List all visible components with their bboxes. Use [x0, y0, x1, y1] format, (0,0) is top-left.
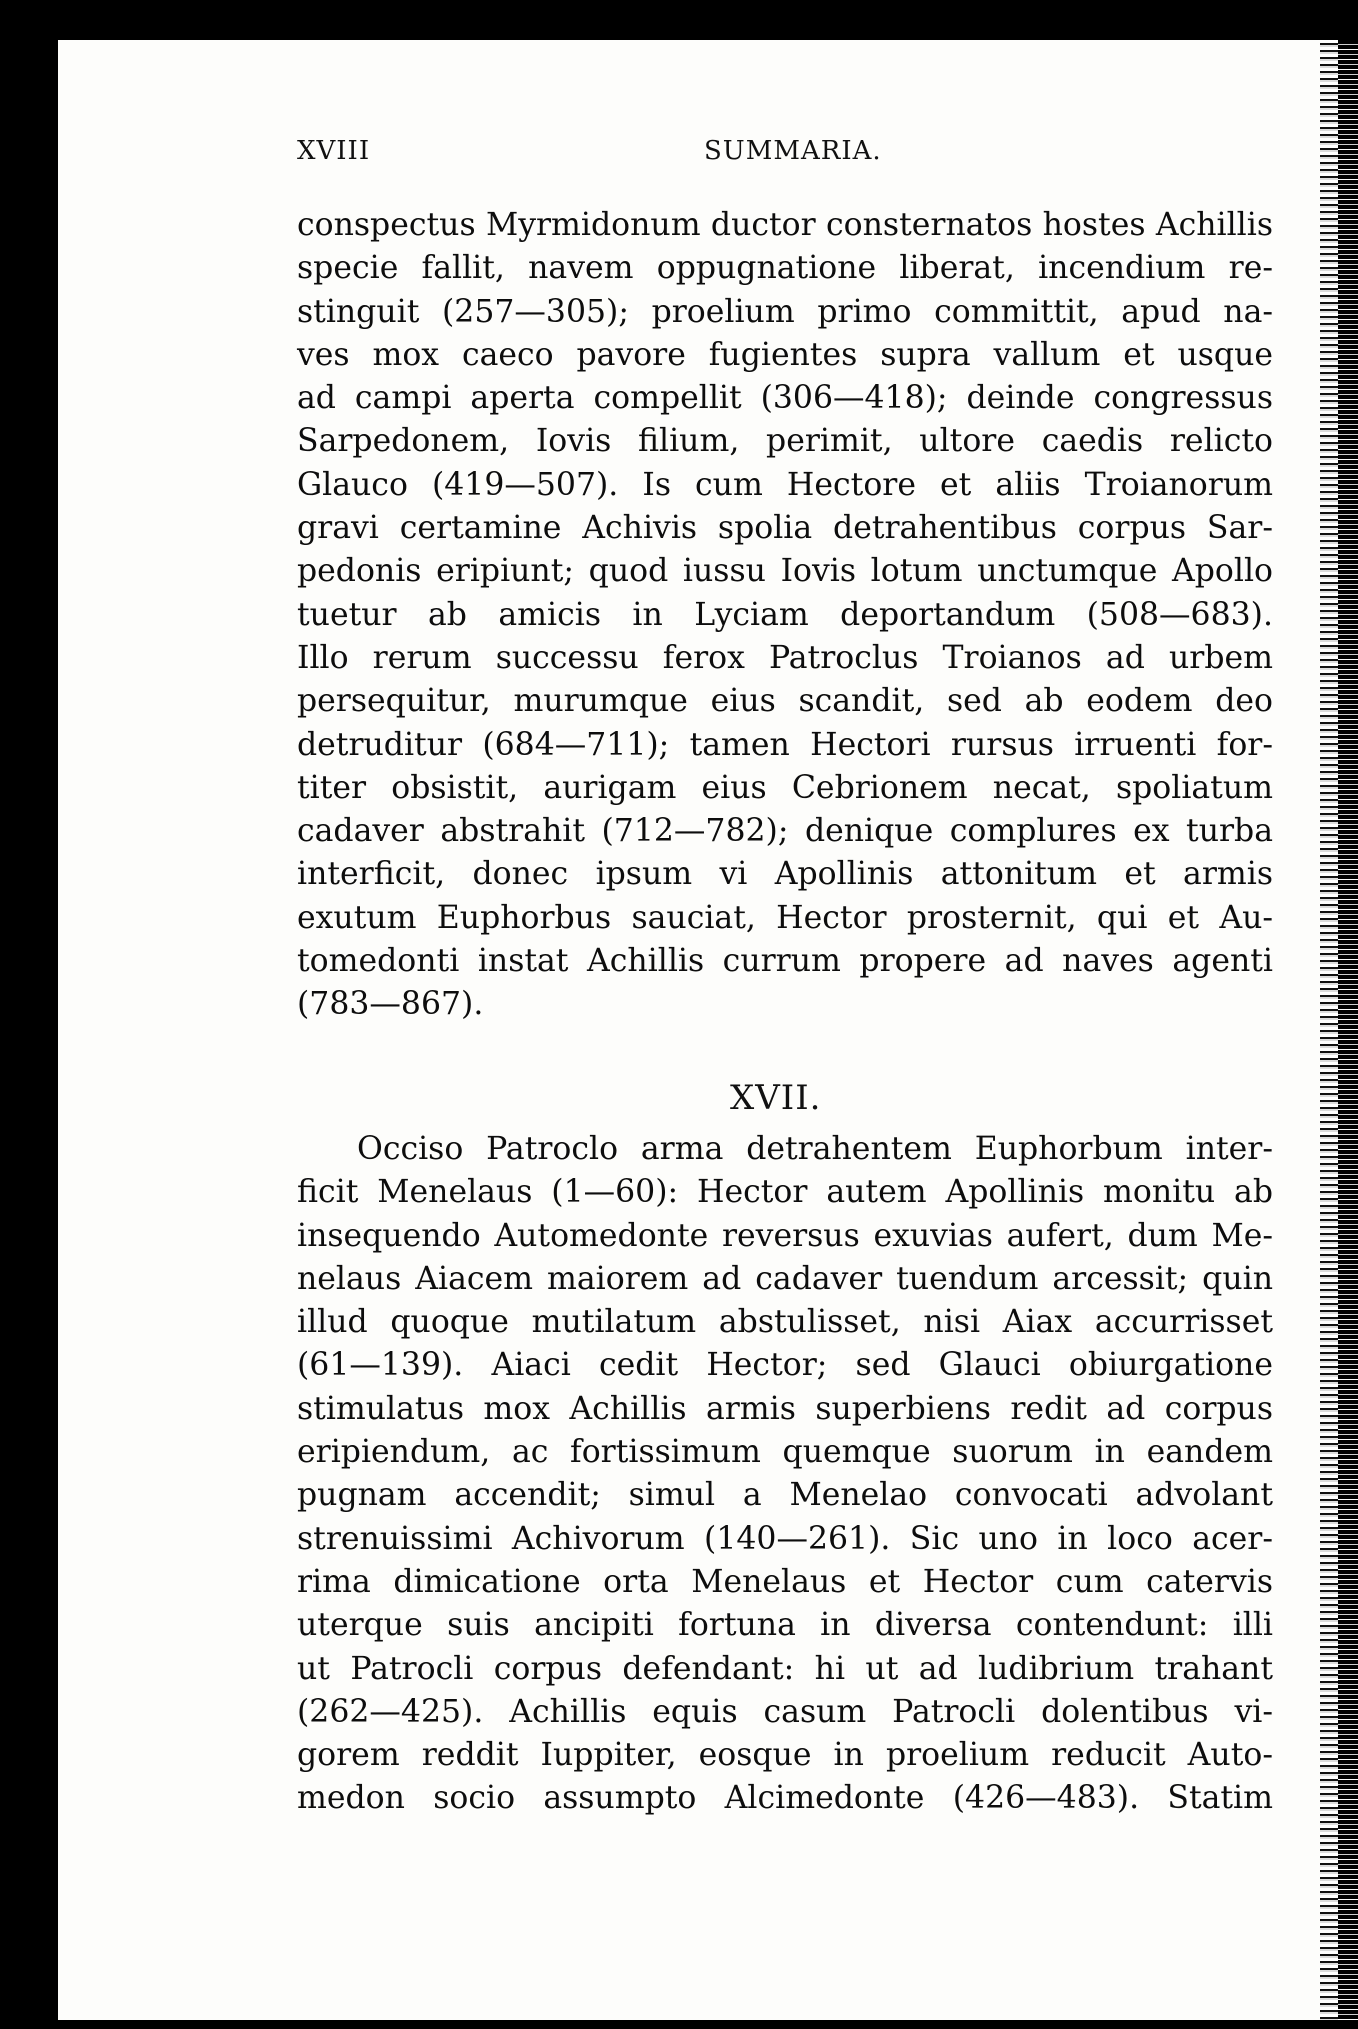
text-line: persequitur, murumque eius scandit, sed ab eodem deo [297, 683, 1273, 720]
running-header [297, 136, 903, 172]
text-line: illud quoque mutilatum abstulisset, nisi Aiax accurrisset [297, 1304, 1273, 1341]
text-line: (783—867). [297, 986, 484, 1023]
text-line: insequendo Automedonte reversus exuvias aufert, dum Me- [297, 1217, 1273, 1254]
summary-paragraph-xvi [297, 204, 1273, 1027]
page-number: XVIII [297, 136, 371, 166]
text-line: tomedonti instat Achillis currum propere ad naves agenti [297, 943, 1273, 980]
text-line: pugnam accendit; simul a Menelao convocati advolant [297, 1477, 1273, 1514]
text-line: Sarpedonem, Iovis filium, perimit, ultore caedis relicto [297, 423, 1273, 460]
text-line: (61—139). Aiaci cedit Hector; sed Glauci obiurgatione [297, 1347, 1273, 1384]
text-line: cadaver abstrahit (712—782); denique complures ex turba [297, 813, 1273, 850]
text-line: exutum Euphorbus sauciat, Hector prosternit, qui et Au- [297, 899, 1273, 936]
text-line: eripiendum, ac fortissimum quemque suorum in eandem [297, 1434, 1273, 1471]
text-line: specie fallit, navem oppugnatione liberat, incendium re- [297, 250, 1273, 287]
text-line: detruditur (684—711); tamen Hectori rursus irruenti for- [297, 726, 1273, 763]
text-line: ves mox caeco pavore fugientes supra vallum et usque [297, 336, 1273, 373]
text-line: gorem reddit Iuppiter, eosque in proelium reducit Auto- [297, 1737, 1273, 1774]
running-title: SUMMARIA. [704, 136, 882, 166]
text-line: ficit Menelaus (1—60): Hector autem Apollinis monitu ab [297, 1174, 1273, 1211]
text-line: nelaus Aiacem maiorem ad cadaver tuendum arcessit; quin [297, 1260, 1273, 1297]
text-line: Illo rerum successu ferox Patroclus Troianos ad urbem [297, 639, 1273, 676]
text-line: Occiso Patroclo arma detrahentem Euphorbum inter- [357, 1131, 1273, 1167]
section-heading-xvii: XVII. [730, 1078, 822, 1118]
summary-paragraph-xvii [297, 1128, 1273, 1821]
page-edge-stack-outer [1338, 40, 1358, 2020]
text-line: titer obsistit, aurigam eius Cebrionem necat, spoliatum [297, 769, 1273, 806]
text-line: interficit, donec ipsum vi Apollinis attonitum et armis [297, 856, 1273, 893]
text-line: ut Patrocli corpus defendant: hi ut ad ludibrium trahant [297, 1650, 1273, 1687]
text-line: (262—425). Achillis equis casum Patrocli dolentibus vi- [297, 1693, 1273, 1730]
text-line: gravi certamine Achivis spolia detrahentibus corpus Sar- [297, 510, 1273, 547]
text-line: pedonis eripiunt; quod iussu Iovis lotum unctumque Apollo [297, 553, 1273, 590]
text-line: conspectus Myrmidonum ductor consternatos hostes Achillis [297, 207, 1273, 243]
text-line: ad campi aperta compellit (306—418); deinde congressus [297, 380, 1273, 417]
text-line: Glauco (419—507). Is cum Hectore et aliis Troianorum [297, 466, 1273, 503]
text-line: tuetur ab amicis in Lyciam deportandum (508—683). [297, 596, 1273, 633]
text-line: medon socio assumpto Alcimedonte (426—483). Statim [297, 1780, 1273, 1817]
text-line: stinguit (257—305); proelium primo committit, apud na- [297, 293, 1273, 330]
text-line: uterque suis ancipiti fortuna in diversa contendunt: illi [297, 1607, 1273, 1644]
text-line: rima dimicatione orta Menelaus et Hector cum catervis [297, 1563, 1273, 1600]
text-line: strenuissimi Achivorum (140—261). Sic uno in loco acer- [297, 1520, 1273, 1557]
text-line: stimulatus mox Achillis armis superbiens redit ad corpus [297, 1390, 1273, 1427]
